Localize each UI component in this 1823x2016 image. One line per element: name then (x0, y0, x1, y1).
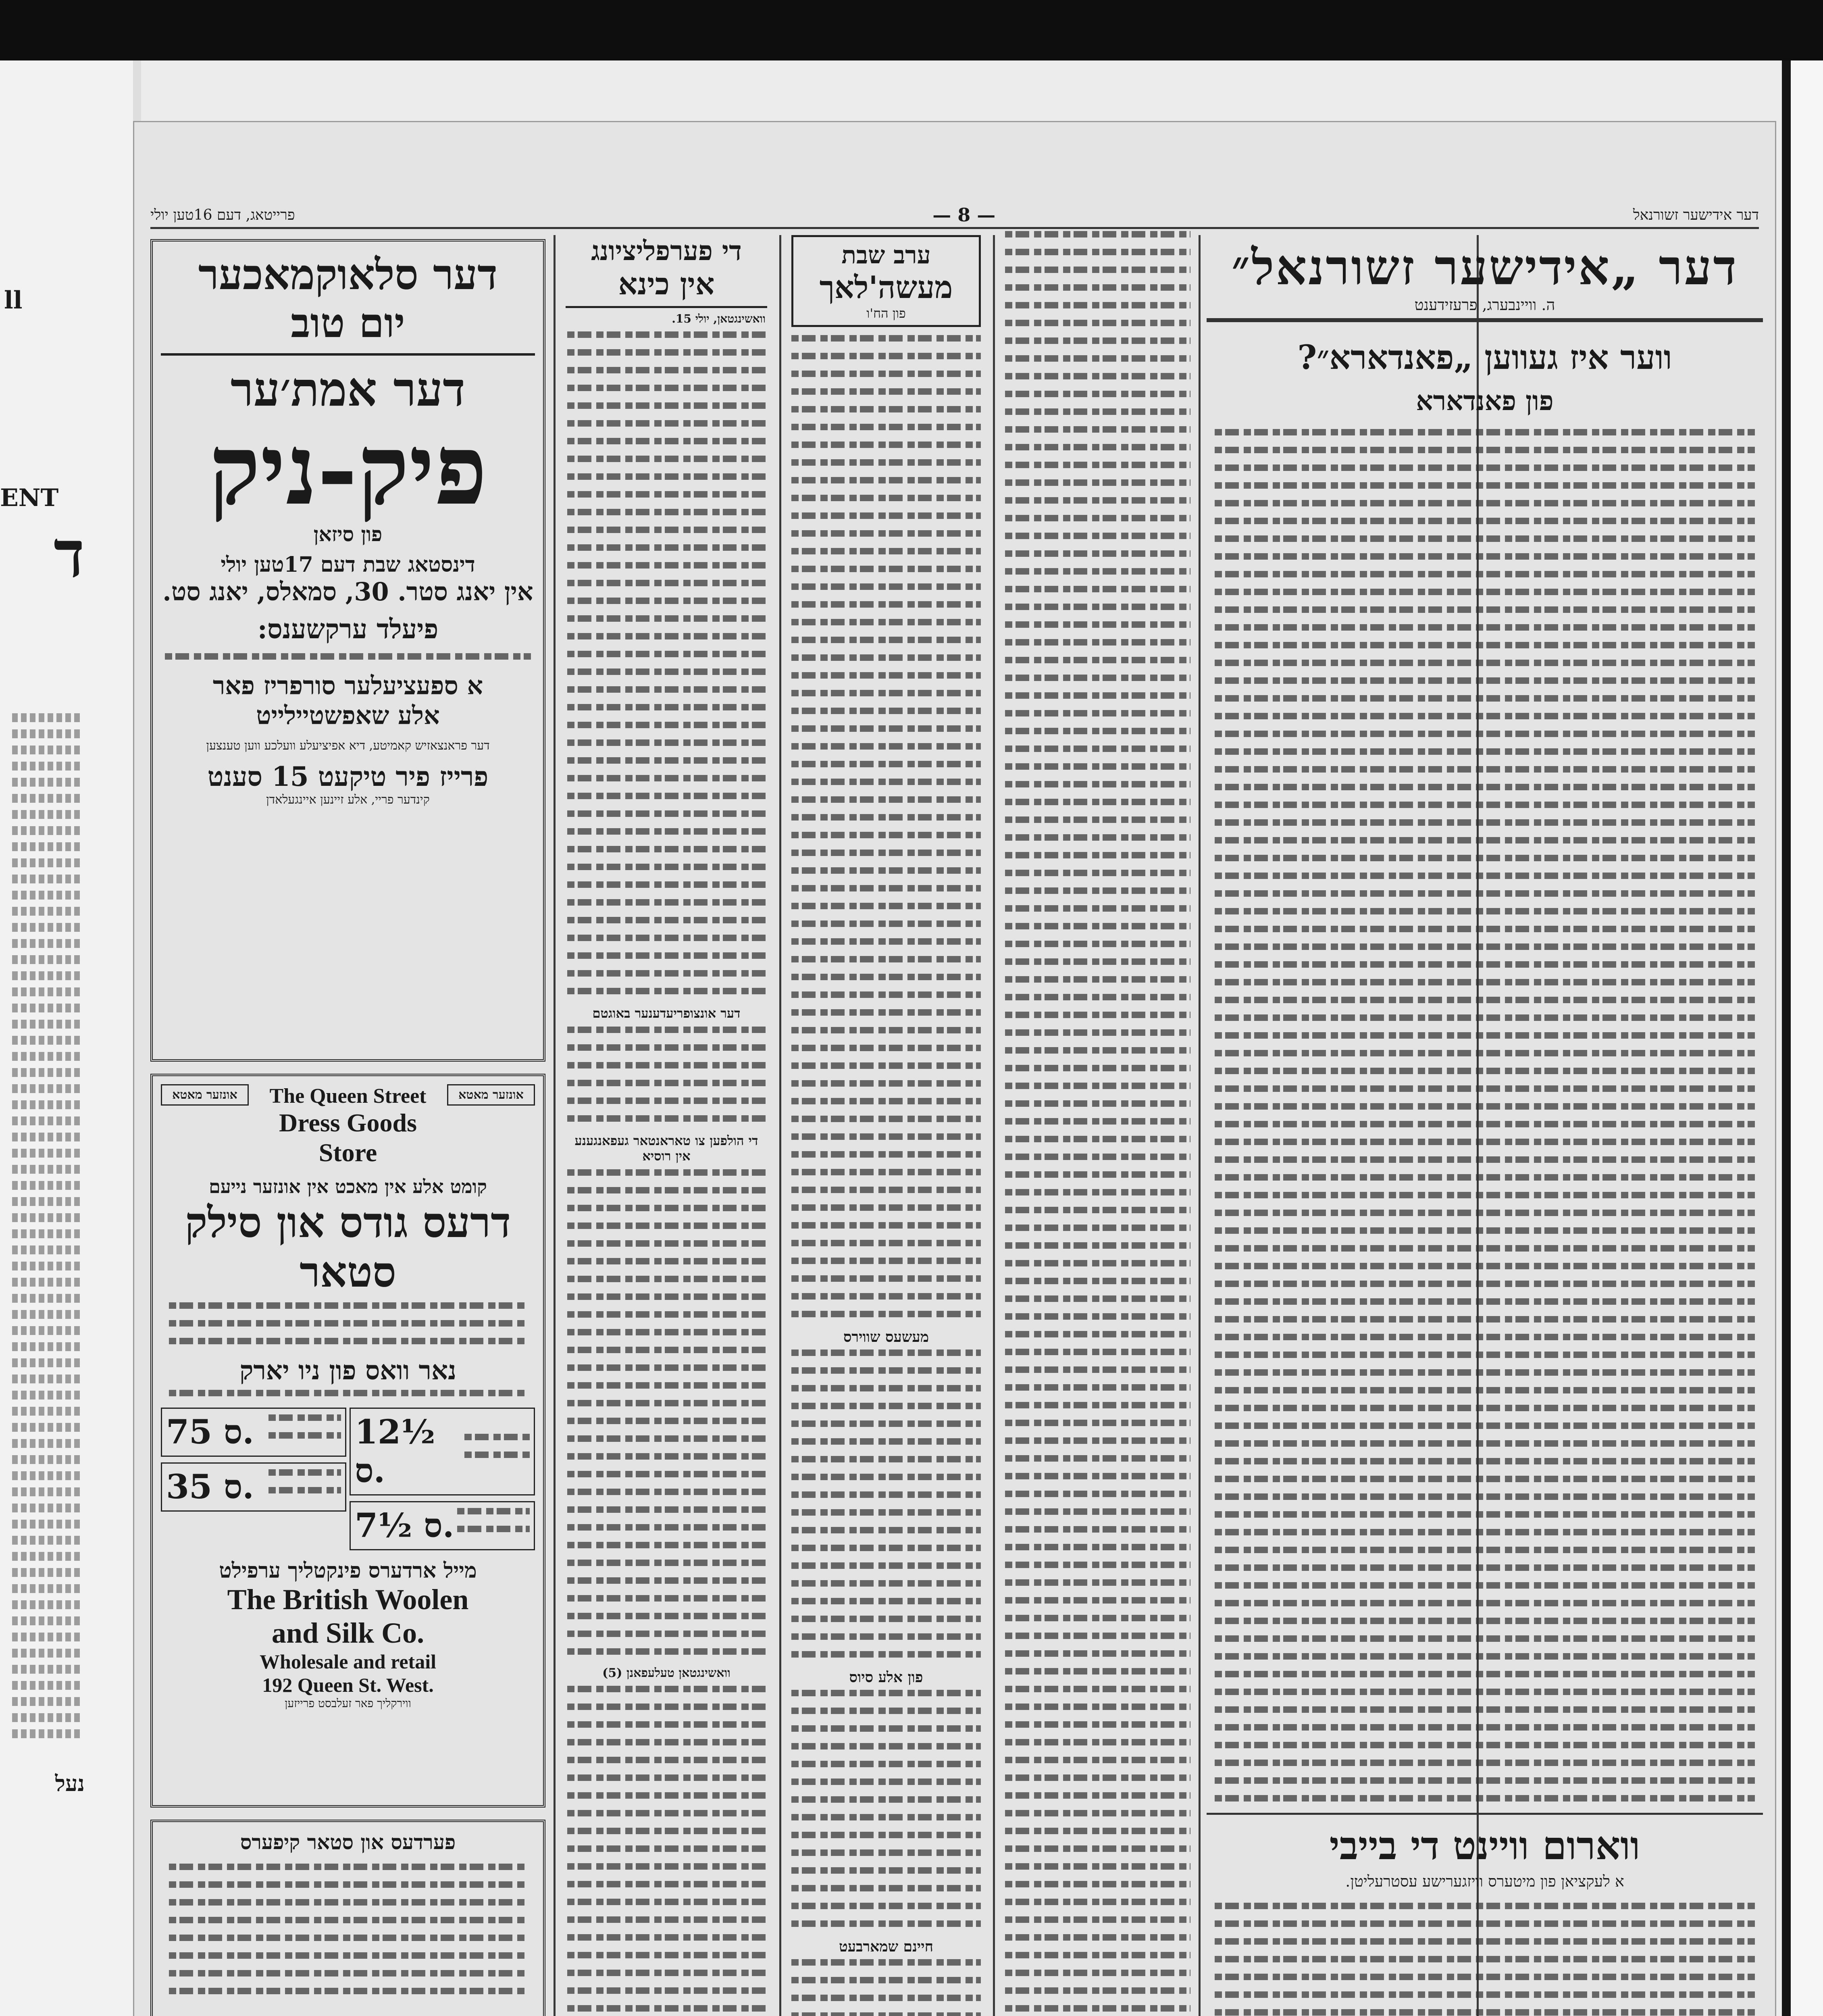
china-headline-1: די פערפליציונג (591, 235, 742, 267)
china-subhead: דער אונצופריעדענער באוגטם (592, 1006, 741, 1021)
dress-goods-footer: ווירקליך פאר זעלבסט פרייזען (285, 1697, 411, 1710)
running-head-title: דער אידישער זשורנאל (1633, 207, 1759, 223)
telephone-subhead: וואשינגטאן טעלעפאנן (5) (602, 1666, 730, 1680)
price-unit: ס. (355, 1452, 385, 1490)
price-item (161, 1462, 346, 1512)
picnic-ad-line3: דער אמת׳ער (230, 362, 466, 417)
neighbor-fragment-label: ENT (0, 484, 59, 512)
story-subheading: פון אלע סיוס (849, 1669, 923, 1686)
price-desc (268, 1414, 341, 1450)
price-desc (464, 1434, 530, 1469)
editorial-column (1207, 231, 1763, 2016)
picnic-ad-line7: אין יאנג סטר. 30, סמאלס, יאנג סט. (162, 577, 533, 606)
dress-goods-from-ny: נאר וואס פון ניו יארק (239, 1356, 456, 1386)
masthead-title: דער „אידישער זשורנאל״ (1231, 239, 1738, 296)
dress-goods-header (161, 1084, 535, 1168)
dress-goods-heading-2: דרעס גודס און סילק (185, 1198, 511, 1247)
picnic-ad-details (165, 653, 531, 660)
dress-goods-en-line2: Dress Goods (279, 1108, 417, 1137)
box-title-line3: פון הח'ו (866, 306, 906, 321)
stories-column (787, 231, 985, 2016)
column-rule (993, 235, 995, 2016)
masthead-subtitle: ה. וויינבערג, פרעזידענט (1414, 296, 1555, 314)
masthead-rule (1207, 318, 1763, 322)
dress-goods-ad (150, 1074, 545, 1808)
british-woolen-line1: The British Woolen (227, 1583, 469, 1616)
second-subhead: א לעקציאן פון מיטערס וויזגערישע עסטרעליטן. (1345, 1872, 1624, 1890)
prisoners-story-text (567, 1169, 766, 1655)
running-head-date: פרייטאג, דעם 16טען יולי (150, 207, 295, 223)
section-rule (1207, 1813, 1763, 1815)
story-title-box (791, 235, 981, 327)
china-story-text (567, 1027, 766, 1122)
picnic-ad-line8: פיעלד ערקשענס: (257, 613, 439, 645)
story-text (791, 1690, 981, 1927)
story-subheading: חיינם שמארבעט (839, 1938, 933, 1955)
dress-goods-en-line3: Store (318, 1138, 377, 1167)
price-value (355, 1413, 464, 1490)
picnic-ad (150, 239, 545, 1062)
picnic-ad-line9: א ספעציעלער סורפריז פאר (212, 671, 483, 700)
picnic-ad-line4: פיק-ניק (208, 413, 487, 527)
dress-goods-side-right: אונזער מאטא (447, 1084, 535, 1106)
column-rule (554, 235, 556, 2016)
dress-goods-en-line1: The Queen Street (269, 1085, 427, 1108)
china-story-text (567, 331, 766, 994)
british-woolen-line3: Wholesale and retail (260, 1650, 436, 1673)
telephone-story-text (567, 1686, 766, 2016)
dress-goods-side-left: אונזער מאטא (161, 1084, 249, 1106)
china-dateline: וואשינגטאן, יולי 15. (672, 312, 766, 325)
china-headline-box (566, 235, 767, 308)
picnic-ad-line5: פון סיזאן (313, 522, 383, 546)
page-number: — 8 — (932, 204, 996, 226)
dress-goods-english-title (270, 1084, 427, 1168)
neighbor-fragment-tail: נעל (55, 1770, 85, 1796)
china-headline-2: אין כינא (618, 267, 715, 302)
british-woolen-address: 192 Queen St. West. (262, 1674, 434, 1696)
neighbor-text-lines (0, 713, 85, 1738)
price-number: 7½ (355, 1506, 412, 1545)
price-number: 35 (166, 1468, 212, 1506)
stable-ad-title: פערדעס און סטאר קיפערס (240, 1830, 456, 1854)
dress-goods-heading-1: קומט אלע אין מאכט אין אונזער נייעם (209, 1176, 487, 1198)
price-item (350, 1408, 535, 1495)
price-block-left (161, 1408, 346, 1550)
second-headline: ווארום וויינט די בייבי (1329, 1823, 1640, 1868)
price-number: 75 (166, 1413, 212, 1452)
price-item (350, 1501, 535, 1550)
continuation-text (1005, 231, 1190, 2016)
price-unit: ס. (424, 1506, 454, 1545)
price-unit: ס. (223, 1413, 254, 1452)
neighbor-fragment-top: ll (4, 286, 23, 314)
picnic-ad-line2: יום טוב (291, 299, 405, 347)
dress-goods-text-2 (169, 1390, 527, 1396)
price-item (161, 1408, 346, 1457)
british-woolen-block (161, 1583, 535, 1697)
price-desc (268, 1469, 341, 1505)
microfilm-top-border (0, 0, 1823, 60)
column-rule (1199, 235, 1201, 2016)
editorial-body-text (1215, 429, 1755, 1801)
box-title-line2: מעשה'לאך (819, 269, 953, 305)
stable-keepers-ad (150, 1820, 545, 2016)
picnic-ad-rule (161, 353, 535, 356)
editorial-headline: ווער איז געווען „פאנדארא״? (1297, 338, 1672, 377)
picnic-ad-line11: דער פראנצאזיש קאמיטע, דיא אפיציעלע וועלכע ווען טענצען (206, 739, 490, 753)
picnic-ad-line6: דינסטאג שבת דעם 17טען יולי (221, 552, 475, 577)
running-head (150, 203, 1759, 229)
dress-goods-text (169, 1302, 527, 1344)
neighbor-page-strip (0, 133, 85, 2016)
story-text (791, 1959, 981, 2016)
box-title-line1: ערב שבת (841, 241, 931, 269)
column-rule (779, 235, 781, 2016)
continuation-column (1001, 231, 1195, 2016)
prisoners-subhead: די הולפען צו טאראנטאר געפאנגענע (574, 1133, 758, 1148)
prisoners-subhead-2: אין רוסיא (642, 1148, 691, 1164)
stable-ad-text (169, 1864, 527, 1994)
mail-orders-line: מייל ארדערס פינקטליך ערפילט (219, 1558, 477, 1583)
price-value (355, 1506, 454, 1545)
price-desc (457, 1508, 530, 1543)
story-subheading: מעשעס שווירס (843, 1329, 929, 1345)
editorial-byline: פון פאנדארא (1416, 385, 1554, 417)
price-block-right (350, 1408, 535, 1550)
price-unit: ס. (223, 1468, 254, 1506)
british-woolen-line2: and Silk Co. (271, 1617, 425, 1649)
dress-goods-heading-3: סטאר (300, 1247, 396, 1297)
price-value (166, 1468, 254, 1506)
price-number: 12½ (355, 1413, 435, 1452)
picnic-ad-line10: אלע שאפשטיילייט (256, 701, 440, 730)
second-article-text (1215, 1903, 1755, 2016)
dress-goods-prices (161, 1408, 535, 1550)
picnic-ad-line1: דער סלאוקמאכער (198, 250, 498, 299)
newspaper-page (133, 121, 1776, 2016)
story-text (791, 335, 981, 1317)
picnic-ad-note: קינדער פריי, אלע זיינען איינגעלאדן (266, 793, 430, 807)
microfilm-right-margin (1782, 60, 1823, 2016)
china-story-column (562, 231, 771, 2016)
story-text (791, 1350, 981, 1658)
picnic-ad-price: פרייז פיר טיקעט 15 סענט (207, 761, 489, 792)
neighbor-fragment-big: ד (54, 516, 85, 592)
price-value (166, 1413, 254, 1452)
